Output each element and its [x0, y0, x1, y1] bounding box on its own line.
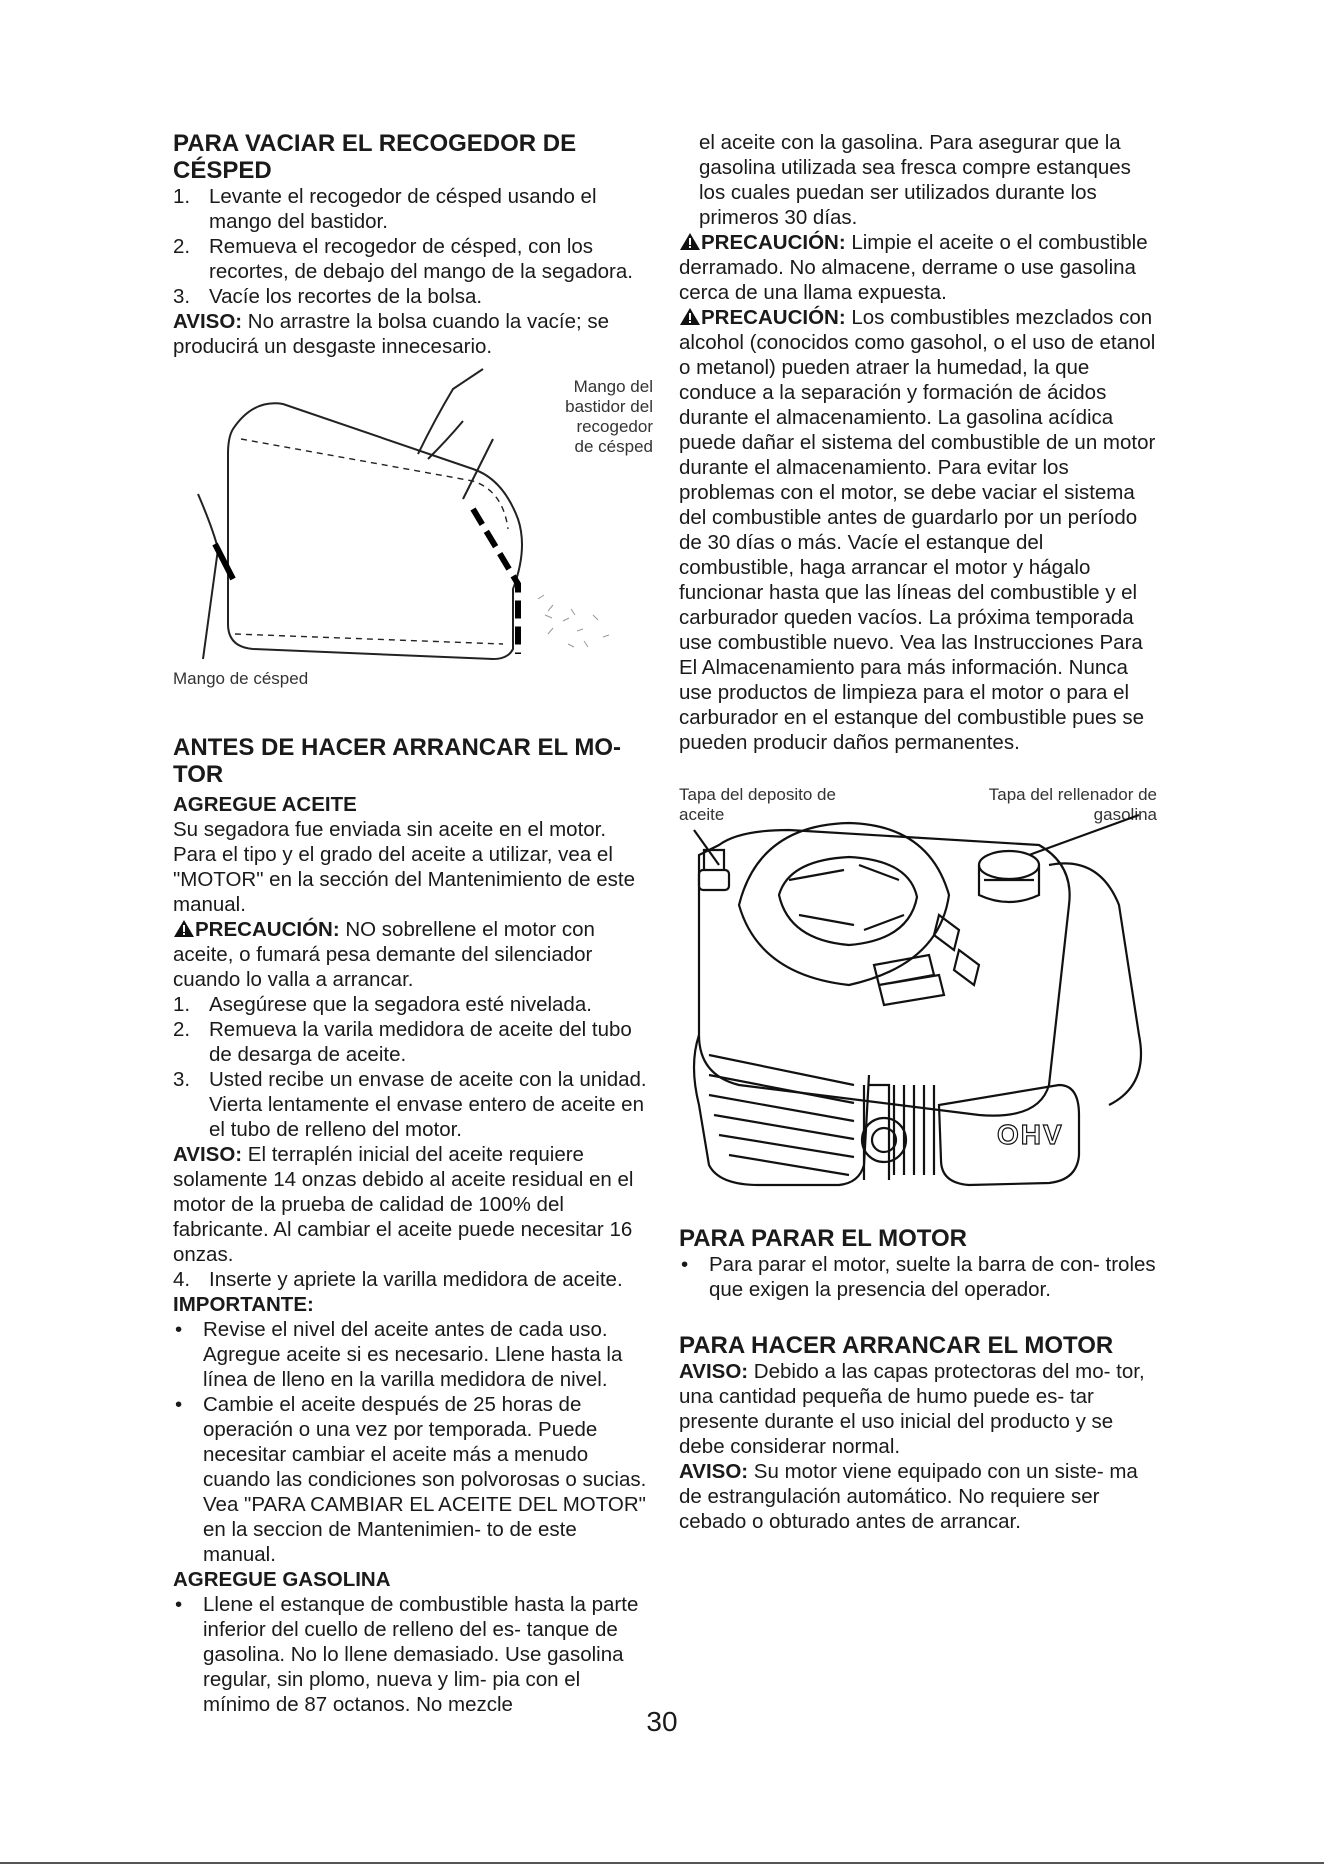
right-column: [679, 130, 1157, 1534]
start-engine-heading: PARA HACER ARRANCAR EL MOTOR: [679, 1332, 1114, 1359]
add-oil-intro: Su segadora fue enviada sin aceite en el motor. Para el tipo y el grado del aceite a utilizar, vea el "MOTOR" en la sección del Mantenimiento de este manual.: [173, 818, 635, 916]
list-item: 3. Usted recibe un envase de aceite con la unidad. Vierta lentamente el envase entero de aceite en el tubo de relleno del motor.: [173, 1068, 647, 1141]
gas-cap-label: Tapa del rellenador de gasolina: [988, 785, 1157, 824]
list-item: 2. Remueva la varila medidora de aceite del tubo de desarga de aceite.: [173, 1018, 632, 1066]
list-item: 1. Levante el recogedor de césped usando el mango del bastidor.: [173, 185, 597, 233]
page-number: 30: [646, 1706, 678, 1737]
list-item: 3. Vacíe los recortes de la bolsa.: [173, 285, 483, 308]
add-gas-list: [173, 1592, 651, 1717]
importante-heading: IMPORTANTE:: [173, 1293, 314, 1316]
list-item: 4. Inserte y apriete la varilla medidora de aceite.: [173, 1268, 623, 1291]
oil-steps: [173, 992, 651, 1142]
list-item: • Para parar el motor, suelte la barra de con- troles que exigen la presencia del operador.: [681, 1253, 1156, 1301]
grass-handle-label: Mango de césped: [173, 669, 309, 688]
caution-oil: PRECAUCIÓN: NO sobrellene el motor con aceite, o fumará pesa demante del silenciador cuando lo valla a arrancar.: [173, 918, 595, 991]
engine-figure: [679, 785, 1157, 1195]
bottom-rule: [0, 1862, 1324, 1864]
frame-handle-label: Mango del bastidor del recogedor de césped: [565, 377, 653, 456]
oil-step-4: [173, 1267, 651, 1292]
aviso-oil-note: AVISO: El terraplén inicial del aceite requiere solamente 14 onzas debido al aceite residual en el motor de la prueba de calidad de 100% del fabricante. Al cambiar el aceite puede necesitar 16 onzas.: [173, 1143, 634, 1266]
add-oil-heading: AGREGUE ACEITE: [173, 793, 357, 816]
importante-list: [173, 1317, 651, 1567]
engine-drawing: [679, 785, 1157, 1195]
warning-triangle-icon: [679, 307, 701, 326]
empty-catcher-steps: [173, 184, 651, 309]
list-item: 1. Asegúrese que la segadora esté nivelada.: [173, 993, 592, 1016]
caution-spill: PRECAUCIÓN: Limpie el aceite o el combustible derramado. No almacene, derrame o use gasolina cerca de una llama expuesta.: [679, 231, 1148, 304]
list-item: • Llene el estanque de combustible hasta la parte inferior del cuello de relleno del es- tanque de gasolina. No lo llene demasiado. Use gasolina regular, sin plomo, nueva y lim- pia con el mínimo de 87 octanos. No mezcle: [175, 1593, 639, 1716]
before-start-heading: ANTES DE HACER ARRANCAR EL MO- TOR: [173, 734, 622, 788]
aviso-note: AVISO: No arrastre la bolsa cuando la vacíe; se producirá un desgaste innecesario.: [173, 310, 610, 358]
caution-alcohol-fuel: PRECAUCIÓN: Los combustibles mezclados con alcohol (conocidos como gasohol, o el uso de etanol o metanol) pueden atraer la humedad, la que conduce a la separación y formación de ácidos durante el almacenamiento. La gasolina acídica puede dañar el sistema del combustible de un motor durante el almacenamiento. Para evitar los problemas con el motor, se debe vaciar el sistema del combustible antes de guardarlo por un período de 30 días o más. Vacíe el estanque del combustible, haga arrancar el motor y hágalo funcionar hasta que las líneas del combustible y el carburador queden vacíos. La próxima temporada use combustible nuevo. Vea las Instrucciones Para El Almacenamiento para más información. Nunca use productos de limpieza para el motor o para el carburador en el estanque del combustible pues se pueden producir daños permanentes.: [679, 306, 1156, 754]
gas-continuation: el aceite con la gasolina. Para asegurar que la gasolina utilizada sea fresca compre estanques los cuales puedan ser utilizados durante los primeros 30 días.: [699, 131, 1131, 229]
stop-engine-heading: PARA PARAR EL MOTOR: [679, 1225, 968, 1252]
start-aviso-smoke: AVISO: Debido a las capas protectoras del mo- tor, una cantidad pequeña de humo puede es- tar presente durante el uso inicial del producto y se debe considerar normal.: [679, 1360, 1145, 1458]
warning-triangle-icon: [173, 919, 195, 938]
stop-engine-list: [679, 1252, 1157, 1302]
oil-cap-label: Tapa del deposito de aceite: [679, 785, 836, 824]
start-aviso-choke: AVISO: Su motor viene equipado con un siste- ma de estrangulación automático. No requiere ser cebado o obturado antes de arrancar.: [679, 1460, 1138, 1533]
engine-badge: OHV: [997, 1119, 1064, 1150]
left-column: [173, 130, 651, 1717]
list-item: • Revise el nivel del aceite antes de cada uso. Agregue aceite si es necesario. Llene hasta la línea de lleno en la varilla medidora de nivel.: [175, 1318, 623, 1391]
grass-catcher-figure: [173, 359, 651, 704]
add-gas-heading: AGREGUE GASOLINA: [173, 1568, 391, 1591]
warning-triangle-icon: [679, 232, 701, 251]
list-item: 2. Remueva el recogedor de césped, con los recortes, de debajo del mango de la segadora.: [173, 235, 633, 283]
empty-catcher-heading: PARA VACIAR EL RECOGEDOR DE CÉSPED: [173, 130, 577, 184]
list-item: • Cambie el aceite después de 25 horas de operación o una vez por temporada. Puede necesitar cambiar el aceite más a menudo cuando las condiciones son polvorosas o sucias. Vea "PARA CAMBIAR EL ACEITE DEL MOTOR" en la seccion de Mantenimien- to de este manual.: [175, 1393, 647, 1566]
